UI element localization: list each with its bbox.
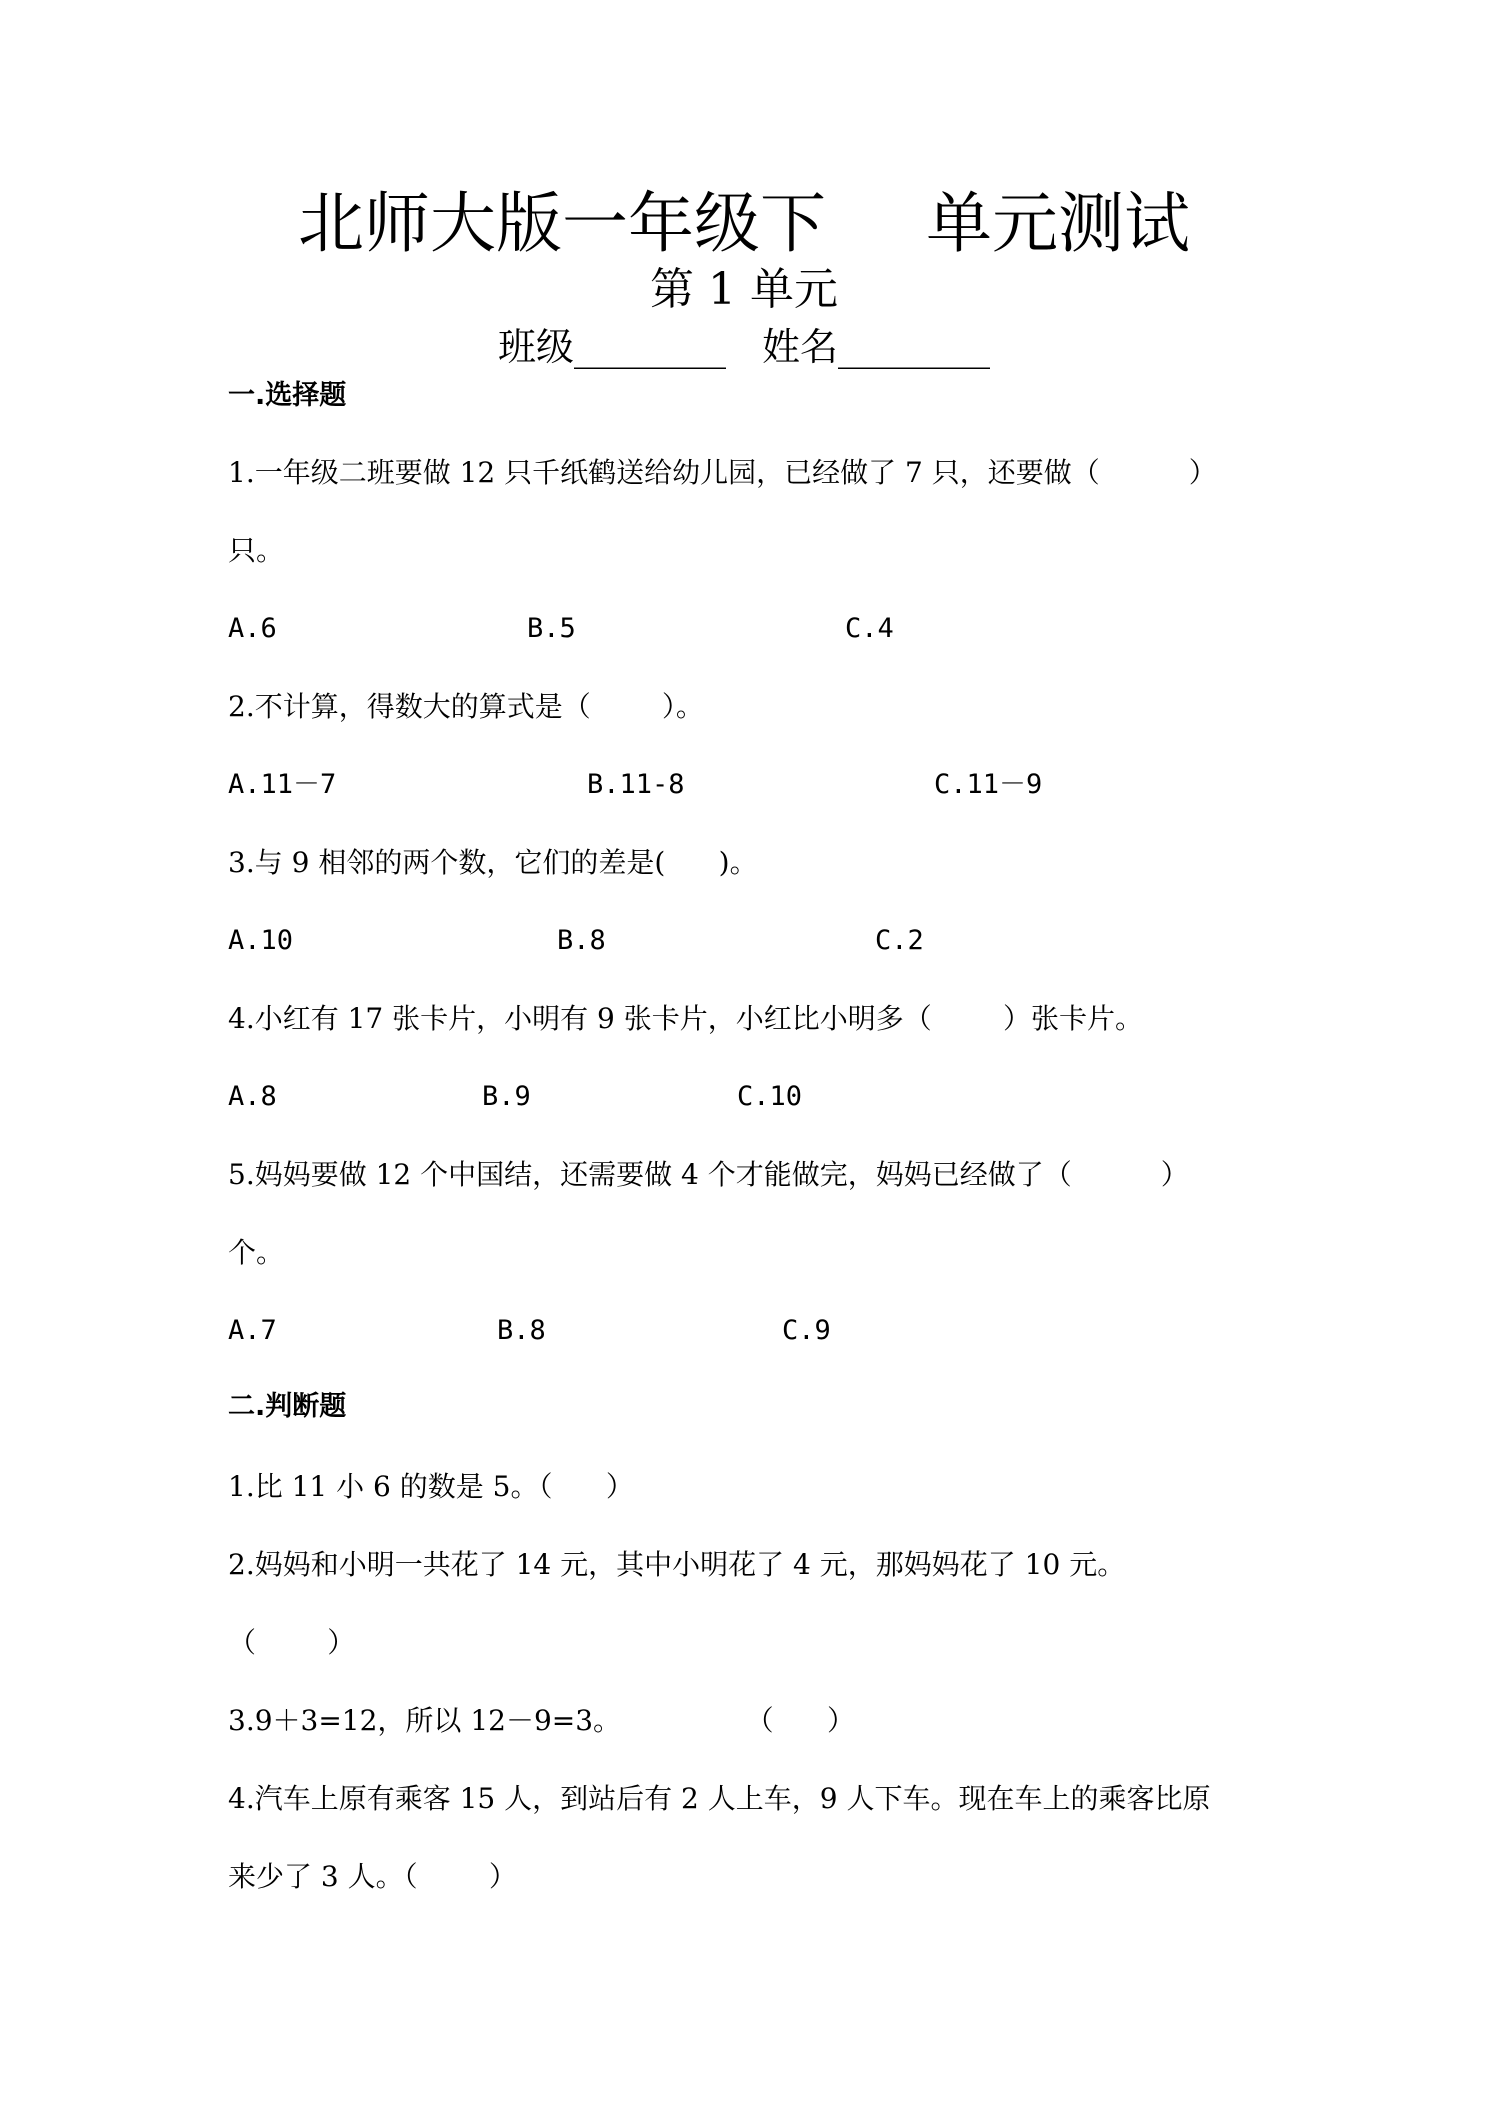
question-5-option-a: A.7 [228, 1315, 277, 1346]
unit-subtitle: 第 1 单元 [650, 264, 838, 315]
title-left: 北师大版一年级下 [298, 185, 826, 262]
name-field: 姓名________ [762, 325, 991, 369]
question-1-option-a: A.6 [228, 613, 277, 644]
question-2-option-b: B.11-8 [587, 769, 685, 800]
judgement-1-text: 1.比 11 小 6 的数是 5。（ ） [228, 1470, 634, 1503]
question-5-option-b: B.8 [497, 1315, 546, 1346]
question-2-text: 2.不计算，得数大的算式是（ ）。 [228, 690, 704, 723]
judgement-3-text: 3.9＋3=12，所以 12－9=3。 （ ） [228, 1704, 856, 1737]
question-1-option-b: B.5 [527, 613, 576, 644]
judgement-2-text: 2.妈妈和小明一共花了 14 元，其中小明花了 4 元，那妈妈花了 10 元。 [228, 1548, 1126, 1581]
student-info-line [0, 322, 1488, 372]
question-1-option-c: C.4 [845, 613, 894, 644]
question-4-option-b: B.9 [482, 1081, 531, 1112]
section-heading-choice: 一.选择题 [228, 380, 347, 411]
question-1-text: 1.一年级二班要做 12 只千纸鹤送给幼儿园，已经做了 7 只，还要做（ ） [228, 456, 1217, 489]
question-2-option-c: C.11－9 [934, 769, 1043, 800]
question-3-text: 3.与 9 相邻的两个数，它们的差是( )。 [228, 846, 758, 879]
question-5-text-cont: 个。 [228, 1236, 285, 1269]
question-4-option-c: C.10 [737, 1081, 803, 1112]
judgement-4-text: 4.汽车上原有乘客 15 人，到站后有 2 人上车，9 人下车。现在车上的乘客比原 [228, 1782, 1211, 1815]
question-3-option-a: A.10 [228, 925, 294, 956]
section-heading-judgement: 二.判断题 [228, 1391, 347, 1422]
question-3-option-b: B.8 [557, 925, 606, 956]
judgement-2-text-cont: （ ） [228, 1626, 356, 1659]
question-3-option-c: C.2 [875, 925, 924, 956]
title-right: 单元测试 [926, 185, 1190, 262]
question-5-option-c: C.9 [782, 1315, 831, 1346]
question-4-text: 4.小红有 17 张卡片，小明有 9 张卡片，小红比小明多（ ）张卡片。 [228, 1002, 1143, 1035]
question-2-option-a: A.11－7 [228, 769, 337, 800]
question-4-option-a: A.8 [228, 1081, 277, 1112]
class-field: 班级________ [497, 325, 726, 369]
page-title [0, 184, 1488, 264]
judgement-4-text-cont: 来少了 3 人。（ ） [228, 1860, 517, 1893]
question-1-text-cont: 只。 [228, 534, 285, 567]
question-5-text: 5.妈妈要做 12 个中国结，还需要做 4 个才能做完，妈妈已经做了（ ） [228, 1158, 1189, 1191]
